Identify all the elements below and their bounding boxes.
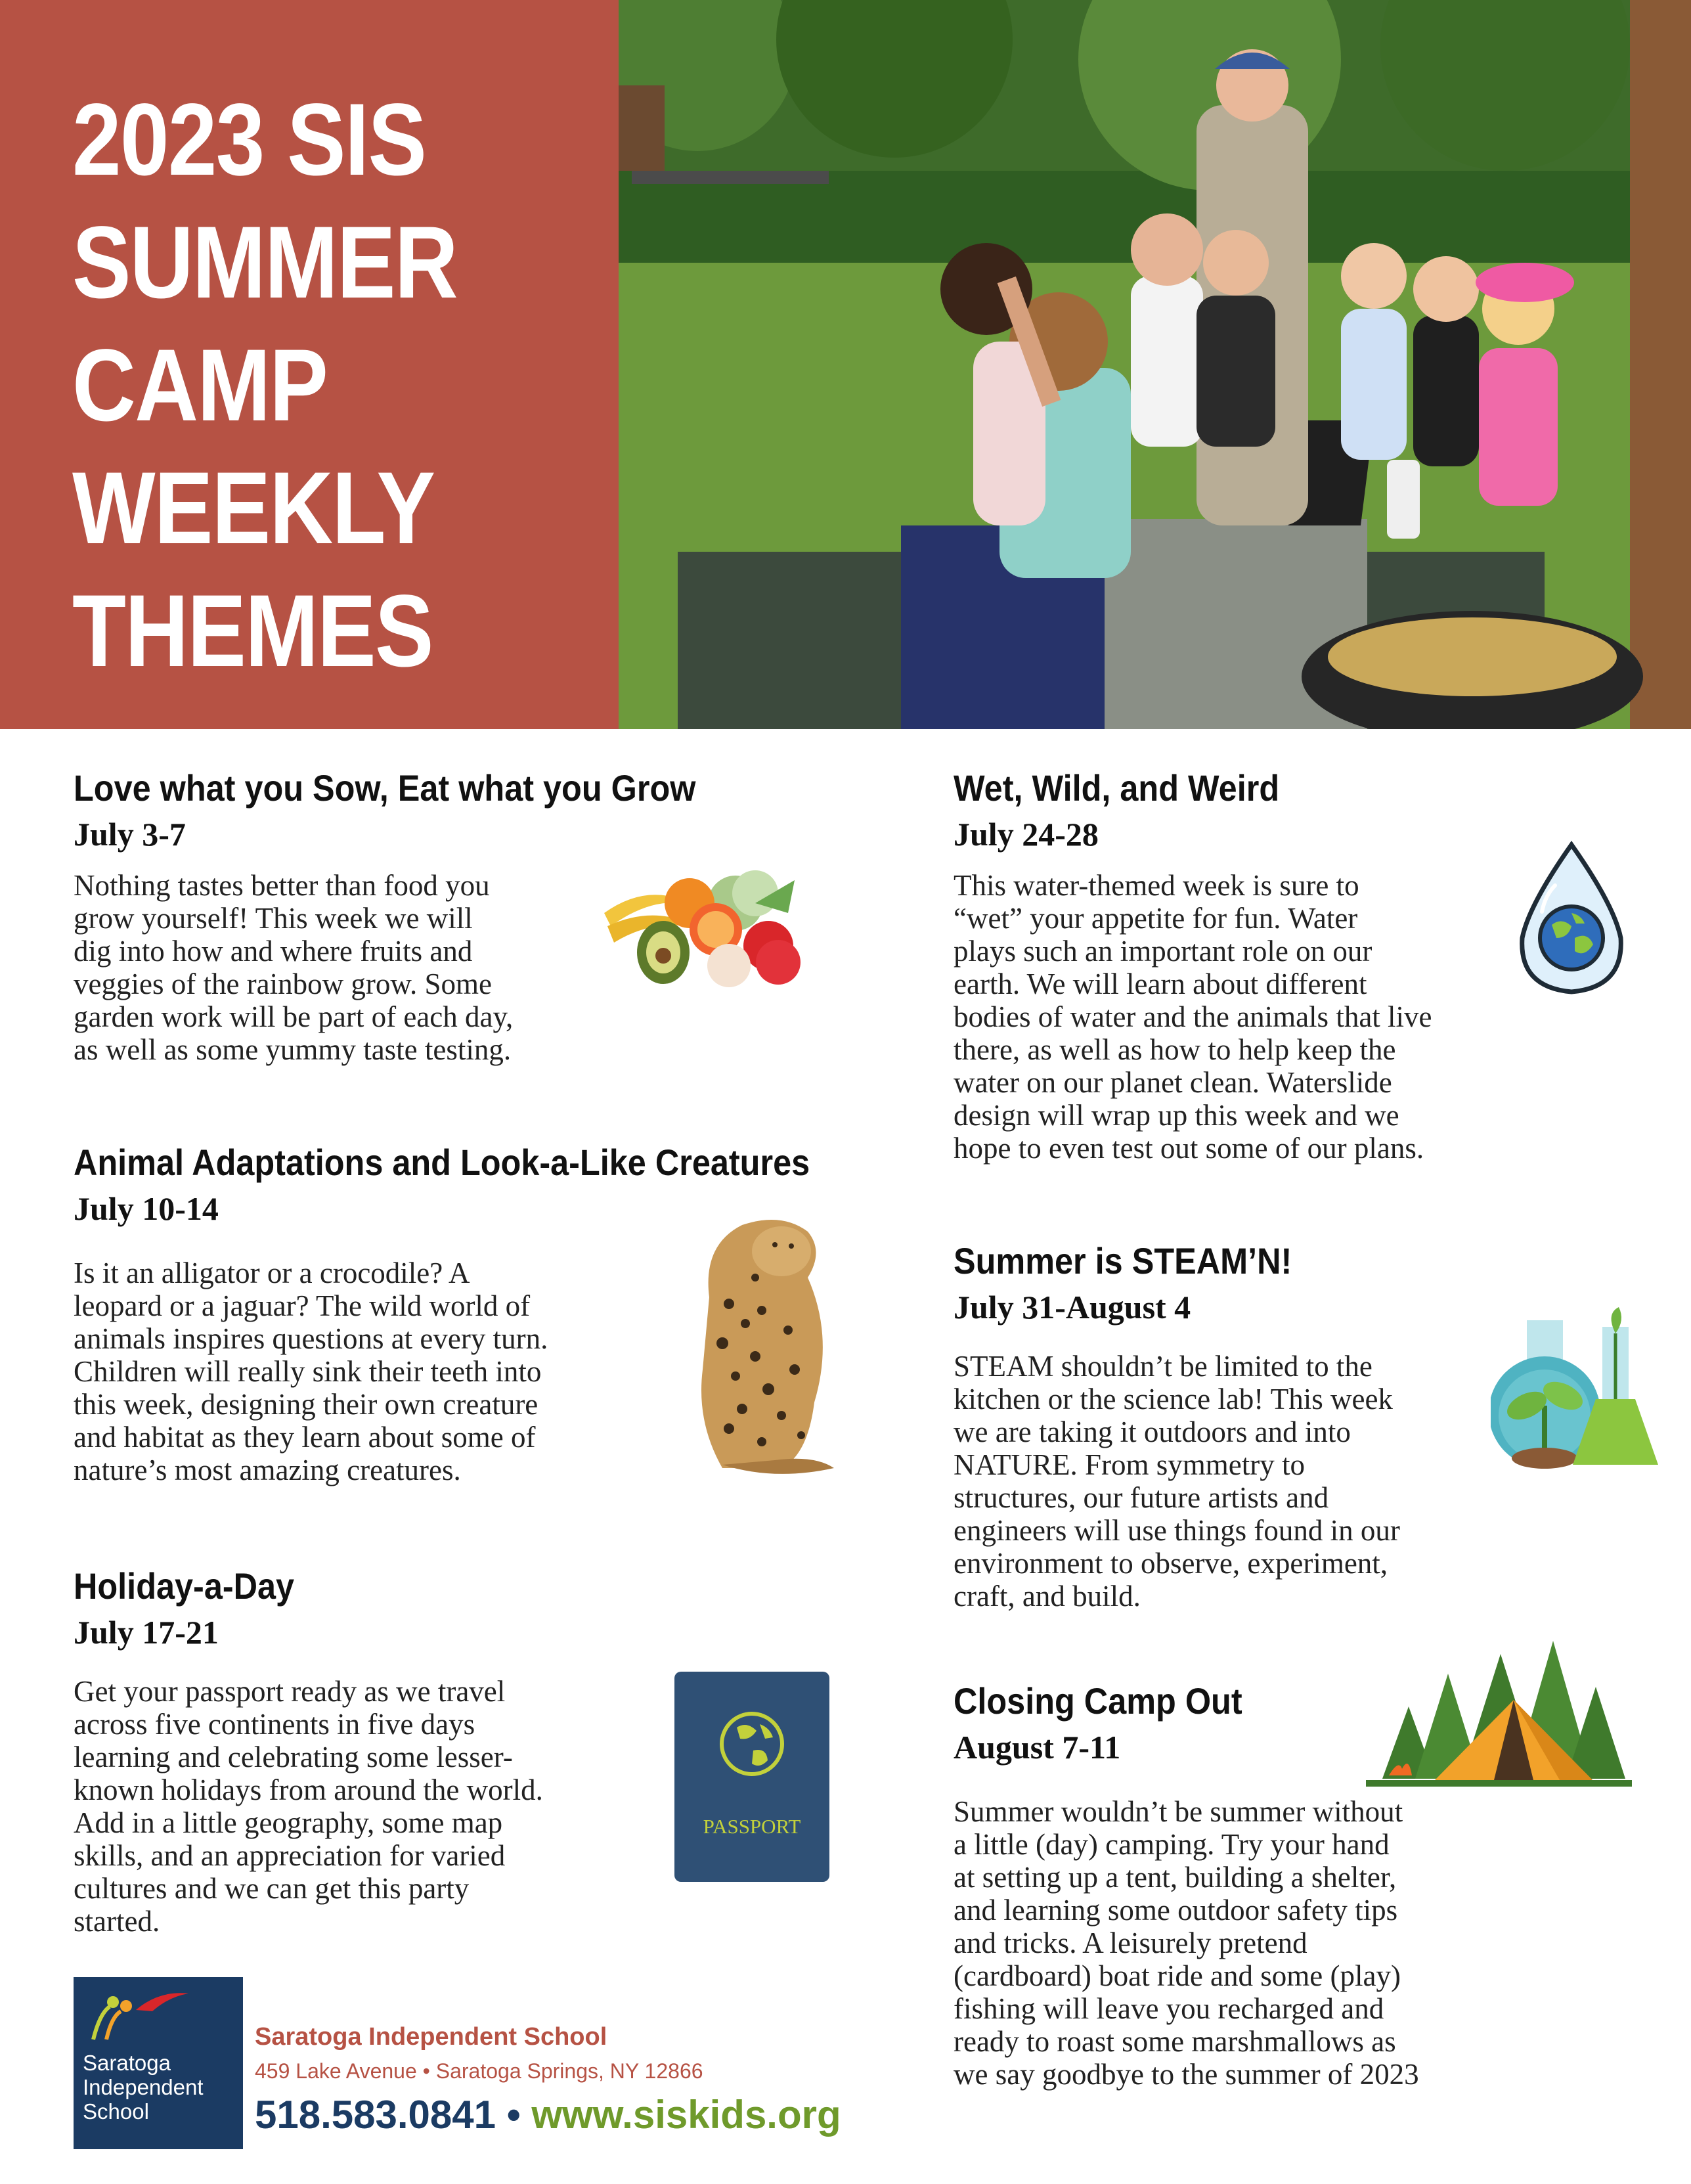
logo-text: Saratoga Independent School: [83, 2051, 204, 2124]
week-title: Animal Adaptations and Look-a-Like Creatures: [74, 1142, 810, 1183]
school-logo: [74, 1977, 243, 2149]
week-date: July 10-14: [74, 1190, 219, 1227]
fruits-vegetables-icon: [598, 867, 808, 992]
title-line: 2023 SIS: [72, 83, 426, 197]
campers-photo: [619, 0, 1691, 729]
tent-icon: [1363, 1628, 1635, 1789]
title-banner: [0, 0, 619, 729]
week-description: Is it an alligator or a crocodile? A leopard or a jaguar? The wild world of animals inspires questions at every turn. Children will really sink their teeth into this week, designing their own creature and habitat as they learn about some of nature’s most amazing creatures.: [74, 1257, 548, 1486]
week-description: Summer wouldn’t be summer without a little (day) camping. Try your hand at setting up a tent, building a shelter, and learning some outdoor safety tips and tricks. A leisurely pretend (cardboard) boat ride and some (play) fishing will leave you recharged and ready to roast some marshmallows as we say goodbye to the summer of 2023: [954, 1795, 1419, 2091]
week-date: July 17-21: [74, 1614, 219, 1651]
school-name: Saratoga Independent School: [255, 2023, 607, 2051]
week-title: Summer is STEAM’N!: [954, 1240, 1292, 1281]
week-title: Holiday-a-Day: [74, 1565, 295, 1607]
passport-label: PASSPORT: [703, 1815, 801, 1838]
page-title: [72, 79, 524, 693]
week-section: [74, 765, 696, 1066]
website-link[interactable]: www.siskids.org: [531, 2093, 841, 2137]
title-line: THEMES: [72, 574, 433, 688]
week-date: August 7-11: [954, 1729, 1121, 1766]
school-address: 459 Lake Avenue • Saratoga Springs, NY 12866: [255, 2059, 703, 2083]
week-description: Get your passport ready as we travel across five continents in five days learning and celebrating some lesser- known holidays from around the world. Add in a little geography, some map skills, and an appreciation for varied cultures and we can get this party started.: [74, 1675, 543, 1938]
week-description: STEAM shouldn’t be limited to the kitchen or the science lab! This week we are taking it outdoors and into NATURE. From symmetry to structures, our future artists and engineers will use things found in our environment to observe, experiment, craft, and build.: [954, 1350, 1400, 1613]
week-description: This water-themed week is sure to “wet” your appetite for fun. Water plays such an important role on our earth. We will learn about different bodies of water and the animals that live there, as well as how to help keep the water on our planet clean. Waterslide design will wrap up this week and we hope to even test out some of our plans.: [954, 869, 1432, 1165]
title-line: WEEKLY: [72, 451, 435, 566]
contact-line: [255, 2092, 841, 2137]
week-description: Nothing tastes better than food you grow yourself! This week we will dig into how and where fruits and veggies of the rainbow grow. Some garden work will be part of each day, as well as some yummy taste testing.: [74, 869, 514, 1066]
flask-plant-icon: [1491, 1307, 1665, 1478]
title-line: CAMP: [72, 328, 328, 443]
week-date: July 3-7: [74, 816, 186, 853]
title-line: SUMMER: [72, 206, 457, 320]
passport-icon: [674, 1672, 829, 1882]
water-drop-earth-icon: [1509, 839, 1634, 997]
week-date: July 31-August 4: [954, 1289, 1191, 1326]
separator: •: [506, 2093, 521, 2137]
week-section: [74, 1563, 665, 1938]
week-title: Wet, Wild, and Weird: [954, 767, 1280, 809]
week-date: July 24-28: [954, 816, 1099, 853]
week-title: Closing Camp Out: [954, 1680, 1242, 1722]
phone-number[interactable]: 518.583.0841: [255, 2093, 496, 2137]
leopard-icon: [683, 1205, 841, 1488]
week-title: Love what you Sow, Eat what you Grow: [74, 767, 696, 809]
